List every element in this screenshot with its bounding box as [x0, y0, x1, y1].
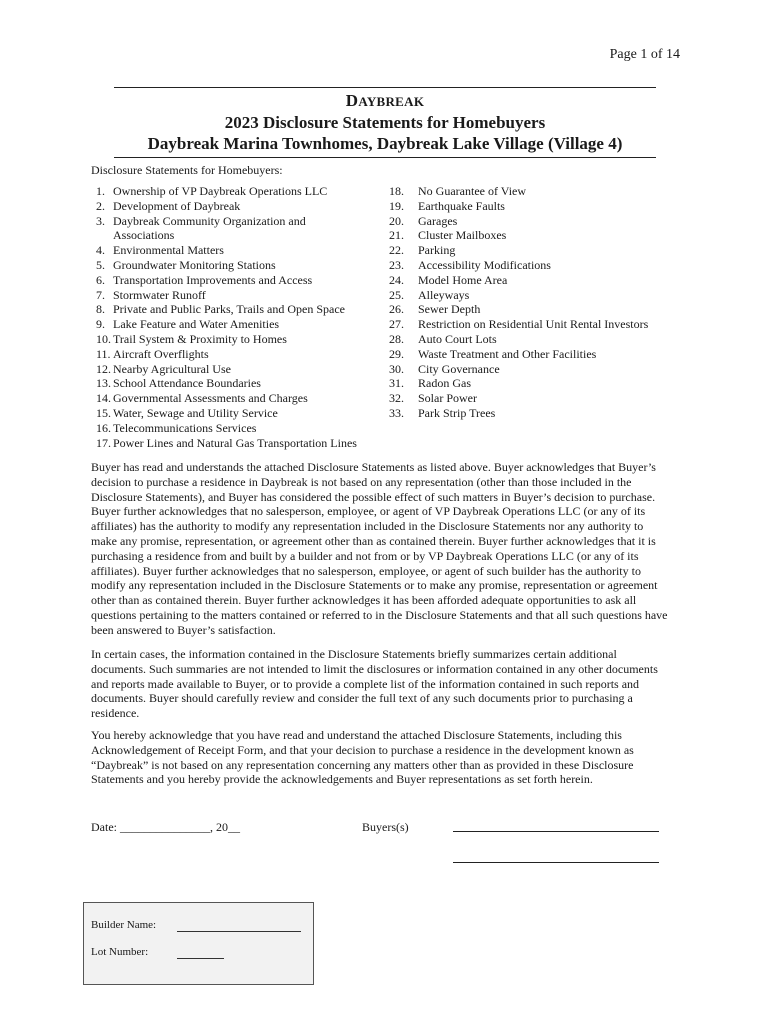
list-item-label: Waste Treatment and Other Facilities — [418, 346, 597, 361]
list-item-label: Daybreak Community Organization and — [113, 213, 306, 228]
list-item-number: 28. — [389, 331, 404, 346]
list-item-label: Groundwater Monitoring Stations — [113, 257, 276, 272]
list-item — [389, 199, 679, 214]
list-item-number: 13. — [96, 376, 111, 391]
buyer-signature-line-1[interactable] — [453, 831, 659, 832]
list-item-label: Private and Public Parks, Trails and Open Space — [113, 302, 345, 317]
summary-paragraph: In certain cases, the information contained in the Disclosure Statements briefly summarizes certain additional documents. Such summaries are not intended to limit the disclosures or information contained in any other documents and reports made available to Buyer, or to provide a complete list of the information contained in such reports and documents. Buyer should carefully review and consider the full text of any such documents prior to purchasing a residence. — [91, 647, 658, 721]
list-item-label: Governmental Assessments and Charges — [113, 391, 308, 406]
list-item-number: 17. — [96, 435, 111, 450]
list-item-number: 6. — [96, 272, 105, 287]
title-subtitle: 2023 Disclosure Statements for Homebuyers — [224, 113, 546, 132]
list-item — [96, 317, 381, 332]
list-item-label: Cluster Mailboxes — [418, 228, 507, 243]
list-item-number: 20. — [389, 213, 404, 228]
list-item-number: 26. — [389, 302, 404, 317]
receipt-paragraph: You hereby acknowledge that you have read and understand the attached Disclosure Statements, including this Acknowledgement of Receipt Form, and that your decision to purchase a residence in the development known as “Daybreak” is not based on any representation concerning any matters other than as provided in these Disclosure Statements and you hereby provide the acknowledgements and Buyer representations as set forth herein. — [91, 728, 634, 787]
list-item — [389, 243, 679, 258]
list-item-number: 29. — [389, 346, 404, 361]
list-item-number: 7. — [96, 287, 105, 302]
list-item-label: Nearby Agricultural Use — [113, 361, 231, 376]
list-item — [96, 199, 381, 214]
list-item — [389, 347, 679, 362]
list-item-label: City Governance — [418, 361, 500, 376]
list-item — [389, 332, 679, 347]
list-item-number: 12. — [96, 361, 111, 376]
list-item — [96, 214, 381, 244]
acknowledgement-paragraph: Buyer has read and understands the attached Disclosure Statements as listed above. Buyer acknowledges that Buyer’s decision to purchase a residence in Daybreak is not based on any representation (other than those included in the Disclosure Statements), and Buyer has considered the possible effect of such matters in Buyer’s decision to purchase. Buyer further acknowledges that no salesperson, employee, or agent of VP Daybreak Operations LLC (or any of its affiliates) has the authority to modify any representation included in the Disclosure Statements nor any authority to make any promise, representation, or agreement other than as contained therein. Buyer further acknowledges that it is purchasing a residence from and built by a builder and not from or by VP Daybreak Operations LLC (or any of its affiliates). Buyer further acknowledges that no salesperson, employee, or agent of such builder has the authority to modify any representation included in the Disclosure Statements or to make any promise, representation or agreement other than as contained therein. Buyer further acknowledges it has been afforded adequate opportunities to ask all questions pertaining to the matters contained or referred to in the Disclosure Statements and that all such questions have been answered to Buyer’s satisfaction. — [91, 460, 668, 637]
list-item-label: Trail System & Proximity to Homes — [113, 331, 287, 346]
list-item-number: 19. — [389, 198, 404, 213]
list-item-label: Stormwater Runoff — [113, 287, 206, 302]
list-item-number: 31. — [389, 376, 404, 391]
list-item — [96, 436, 381, 451]
list-item-label: Water, Sewage and Utility Service — [113, 405, 278, 420]
list-item-number: 2. — [96, 198, 105, 213]
header-bottom-rule — [114, 157, 656, 158]
page-number: Page 1 of 14 — [609, 47, 680, 62]
list-item — [96, 332, 381, 347]
list-item — [389, 302, 679, 317]
list-item-number: 3. — [96, 213, 105, 228]
list-item-number: 11. — [96, 346, 111, 361]
list-item-number: 23. — [389, 257, 404, 272]
list-item — [96, 184, 381, 199]
list-item-number: 1. — [96, 184, 105, 198]
list-item-number: 18. — [389, 184, 404, 198]
title-brand — [80, 90, 690, 112]
list-item-label: Model Home Area — [418, 272, 508, 287]
list-item-number: 25. — [389, 287, 404, 302]
list-item-label: No Guarantee of View — [418, 184, 527, 198]
list-item — [96, 362, 381, 377]
list-item — [389, 258, 679, 273]
list-item — [96, 288, 381, 303]
list-item-number: 21. — [389, 228, 404, 243]
list-item-number: 5. — [96, 257, 105, 272]
list-item-number: 14. — [96, 391, 111, 406]
list-item — [96, 376, 381, 391]
list-item-number: 15. — [96, 405, 111, 420]
list-item-number: 22. — [389, 243, 404, 258]
list-item — [389, 362, 679, 377]
list-item — [389, 273, 679, 288]
list-item-number: 8. — [96, 302, 105, 317]
list-item-label: Accessibility Modifications — [418, 257, 551, 272]
list-item — [389, 317, 679, 332]
title-brand-rest: AYBREAK — [358, 94, 425, 109]
list-item — [389, 376, 679, 391]
disclosure-list-right — [389, 184, 679, 421]
list-item — [96, 421, 381, 436]
list-item-number: 33. — [389, 405, 404, 420]
list-item — [389, 391, 679, 406]
list-item — [96, 273, 381, 288]
title-brand-initial: D — [345, 91, 359, 110]
list-item-label: Alleyways — [418, 287, 470, 302]
section-label: Disclosure Statements for Homebuyers: — [91, 163, 283, 177]
list-item-number: 16. — [96, 420, 111, 435]
list-item — [96, 391, 381, 406]
list-item — [389, 288, 679, 303]
list-item-number: 30. — [389, 361, 404, 376]
list-item — [389, 228, 679, 243]
list-item-label: Lake Feature and Water Amenities — [113, 317, 280, 332]
list-item-label: Solar Power — [418, 391, 477, 406]
list-item-number: 27. — [389, 317, 404, 332]
list-item-label: Parking — [418, 243, 456, 258]
list-item — [96, 243, 381, 258]
list-item-label: Transportation Improvements and Access — [113, 272, 313, 287]
lot-number-label: Lot Number: — [91, 946, 149, 958]
list-item — [96, 347, 381, 362]
disclosure-list-left — [96, 184, 381, 450]
buyer-signature-line-2[interactable] — [453, 862, 659, 863]
list-item-label: Park Strip Trees — [418, 405, 496, 420]
buyers-label: Buyers(s) — [362, 820, 409, 834]
builder-name-field[interactable] — [177, 931, 301, 932]
list-item-label: Garages — [418, 213, 458, 228]
builder-info-box — [83, 902, 314, 985]
list-item-label: Radon Gas — [418, 376, 471, 391]
list-item-label: Auto Court Lots — [418, 331, 497, 346]
builder-name-label: Builder Name: — [91, 919, 157, 931]
list-item — [96, 406, 381, 421]
list-item-label: Sewer Depth — [418, 302, 481, 317]
list-item — [96, 258, 381, 273]
header-top-rule — [114, 87, 656, 88]
list-item-label: Earthquake Faults — [418, 198, 505, 213]
document-title — [80, 90, 690, 154]
lot-number-field[interactable] — [177, 958, 224, 959]
list-item-number: 32. — [389, 391, 404, 406]
list-item-label: Ownership of VP Daybreak Operations LLC — [113, 184, 328, 198]
list-item-number: 4. — [96, 243, 105, 258]
list-item-number: 24. — [389, 272, 404, 287]
list-item — [389, 406, 679, 421]
list-item — [389, 184, 679, 199]
list-item-number: 10. — [96, 331, 111, 346]
list-item — [389, 214, 679, 229]
list-item-label: Environmental Matters — [113, 243, 224, 258]
list-item-number: 9. — [96, 317, 105, 332]
list-item-label: Telecommunications Services — [113, 420, 257, 435]
list-item-label: Restriction on Residential Unit Rental Investors — [418, 317, 649, 332]
title-community: Daybreak Marina Townhomes, Daybreak Lake Village (Village 4) — [147, 134, 623, 153]
list-item-label-continued: Associations — [113, 228, 175, 243]
list-item-label: Power Lines and Natural Gas Transportation Lines — [113, 435, 357, 450]
date-field[interactable]: Date: _______________, 20__ — [91, 820, 240, 834]
list-item-label: Development of Daybreak — [113, 198, 241, 213]
list-item-label: Aircraft Overflights — [113, 346, 209, 361]
list-item — [96, 302, 381, 317]
list-item-label: School Attendance Boundaries — [113, 376, 261, 391]
